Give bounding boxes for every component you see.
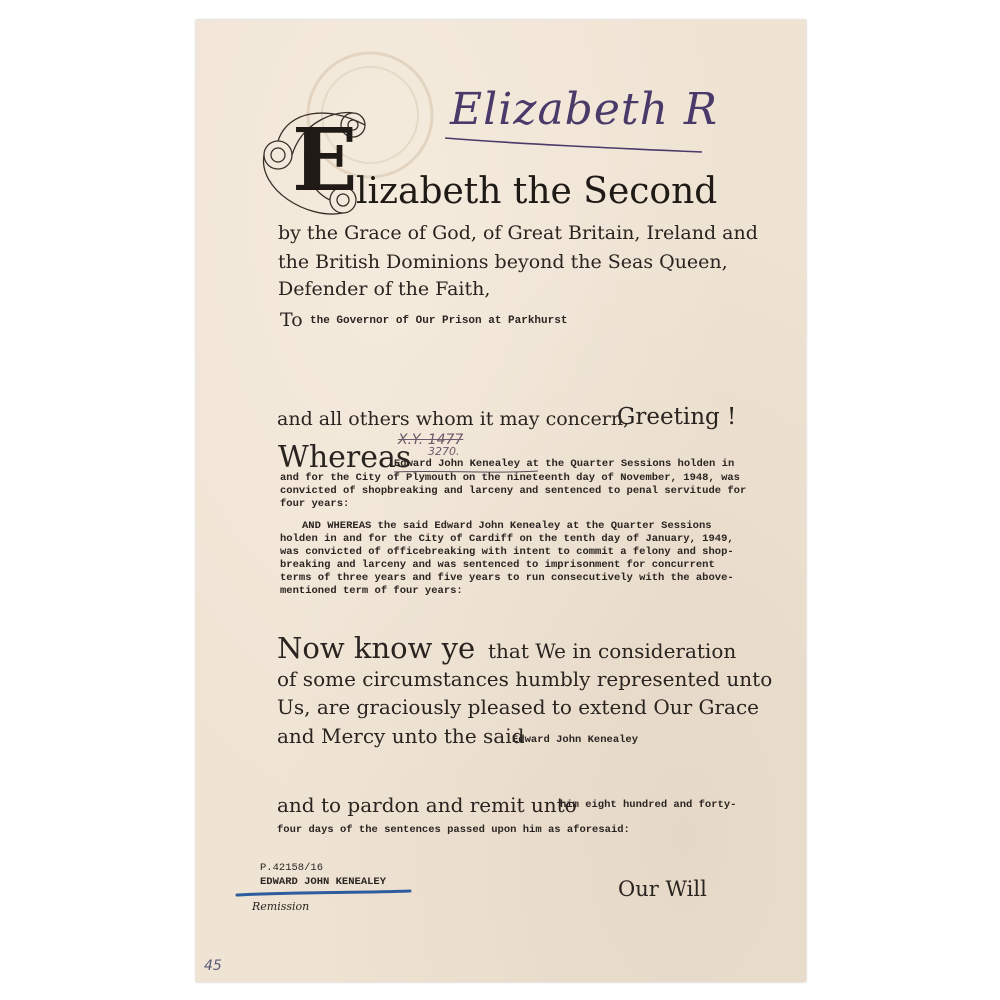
pardon-typed-2: four days of the sentences passed upon him as aforesaid: xyxy=(277,824,630,836)
whereas-word: Whereas xyxy=(278,440,412,475)
whereas-line-2: and for the City of Plymouth on the nineteenth day of November, 1948, was xyxy=(280,472,740,484)
heading-line-2: the British Dominions beyond the Seas Queen, xyxy=(278,251,728,273)
and-whereas-line-5: terms of three years and five years to run consecutively with the above- xyxy=(280,572,734,584)
greeting-text: and all others whom it may concern, xyxy=(277,408,630,430)
royal-signature: Elizabeth R xyxy=(450,84,719,135)
addressee: the Governor of Our Prison at Parkhurst xyxy=(310,315,568,327)
reference-number: P.42158/16 xyxy=(260,862,324,874)
now-know-line-1: that We in consideration xyxy=(488,639,737,663)
footer-name: EDWARD JOHN KENEALEY xyxy=(260,876,387,888)
now-know-line-2: of some circumstances humbly represented unto xyxy=(277,667,773,691)
whereas-line-3: convicted of shopbreaking and larceny and sentenced to penal servitude for xyxy=(280,485,747,497)
heading-line-1: by the Grace of God, of Great Britain, Ireland and xyxy=(278,222,758,244)
our-will: Our Will xyxy=(618,877,707,901)
pencil-note-1: X.Y. 1477 xyxy=(398,432,464,448)
pencil-note-2: 3270. xyxy=(428,445,460,458)
whereas-line-1: Edward John Kenealey at the Quarter Sessions holden in xyxy=(394,458,735,470)
drop-cap-initial: E xyxy=(292,110,358,211)
and-whereas-line-1: AND WHEREAS the said Edward John Kenealey at the Quarter Sessions xyxy=(302,520,712,532)
and-whereas-line-2: holden in and for the City of Cardiff on the tenth day of January, 1949, xyxy=(280,533,734,545)
grantee-name: Edward John Kenealey xyxy=(512,734,639,746)
heading-title: lizabeth the Second xyxy=(356,171,718,212)
remission-label: Remission xyxy=(252,900,310,913)
heading-line-3: Defender of the Faith, xyxy=(278,278,491,300)
blue-underline xyxy=(234,889,414,899)
signature-flourish xyxy=(440,130,710,160)
pardon-text: and to pardon and remit unto xyxy=(277,793,577,817)
and-whereas-line-3: was convicted of officebreaking with intent to commit a felony and shop- xyxy=(280,546,734,558)
and-whereas-line-4: breaking and larceny and was sentenced to imprisonment for concurrent xyxy=(280,559,715,571)
greeting-word: Greeting ! xyxy=(617,404,737,430)
whereas-line-4: four years: xyxy=(280,498,350,510)
now-know-ye: Now know ye xyxy=(277,631,476,665)
pardon-typed-1: him eight hundred and forty- xyxy=(560,799,737,811)
now-know-line-4: and Mercy unto the said xyxy=(277,724,525,748)
to-word: To xyxy=(280,309,303,331)
corner-pencil-mark: 45 xyxy=(204,958,222,974)
now-know-line-3: Us, are graciously pleased to extend Our Grace xyxy=(277,695,760,719)
and-whereas-line-6: mentioned term of four years: xyxy=(280,585,463,597)
